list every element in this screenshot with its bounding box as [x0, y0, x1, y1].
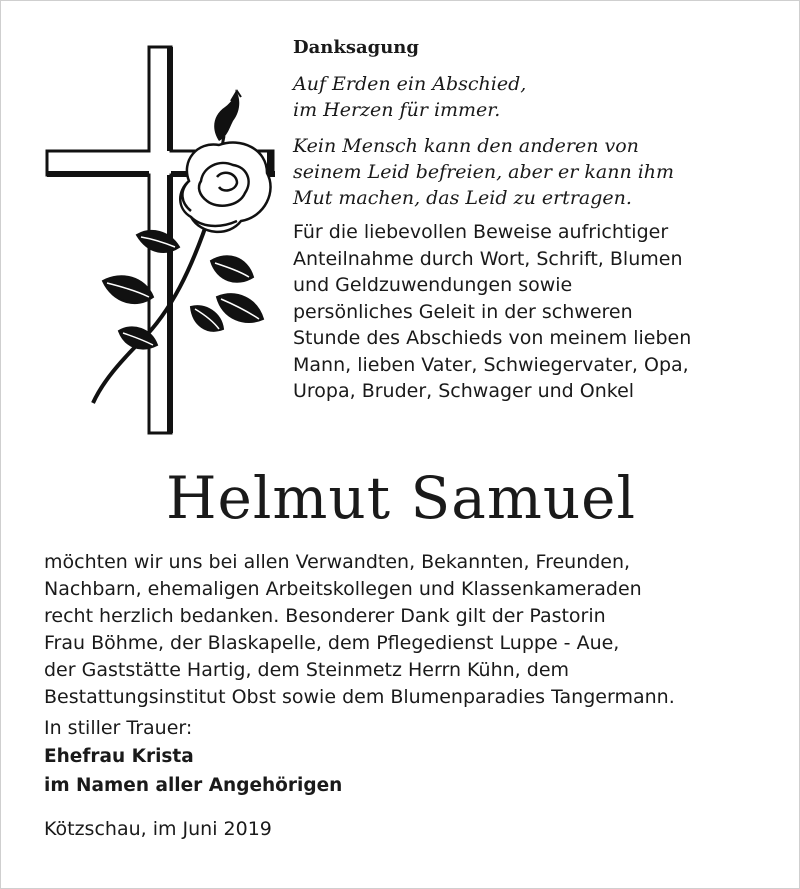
signatory-family: im Namen aller Angehörigen — [44, 775, 343, 796]
quote-second — [293, 133, 773, 211]
quote-second-line: Kein Mensch kann den anderen von — [293, 135, 639, 157]
quote-first-line: Auf Erden ein Abschied, — [293, 73, 527, 95]
thanks-intro — [293, 219, 773, 405]
quote-first-line: im Herzen für immer. — [293, 99, 501, 121]
deceased-name: Helmut Samuel — [165, 464, 637, 532]
quote-second-line: seinem Leid befreien, aber er kann ihm — [293, 161, 675, 183]
thanks-intro-line: persönliches Geleit in der schweren — [293, 300, 633, 323]
thanks-intro-line: und Geldzuwendungen sowie — [293, 274, 573, 296]
thanks-body-line: Nachbarn, ehemaligen Arbeitskollegen und Klassenkameraden — [44, 578, 642, 600]
thanks-intro-line: Stunde des Abschieds von meinem lieben — [293, 327, 692, 349]
thanks-body — [44, 549, 784, 711]
quote-second-line: Mut machen, das Leid zu ertragen. — [293, 187, 632, 209]
cross-with-rose-icon — [41, 41, 286, 441]
notice-heading: Danksagung — [293, 37, 419, 58]
place-date: Kötzschau, im Juni 2019 — [44, 818, 272, 840]
thanks-body-line: der Gaststätte Hartig, dem Steinmetz Herrn Kühn, dem — [44, 659, 570, 681]
quote-first — [293, 71, 773, 123]
thanks-intro-line: Mann, lieben Vater, Schwiegervater, Opa, — [293, 353, 689, 376]
thanks-body-line: möchten wir uns bei allen Verwandten, Bekannten, Freunden, — [44, 551, 631, 573]
mourning-line: In stiller Trauer: — [44, 717, 193, 739]
thanks-body-line: Bestattungsinstitut Obst sowie dem Blumenparadies Tangermann. — [44, 686, 675, 708]
thanks-intro-line: Für die liebevollen Beweise aufrichtiger — [293, 221, 669, 243]
thanks-intro-line: Anteilnahme durch Wort, Schrift, Blumen — [293, 247, 683, 270]
thanks-intro-line: Uropa, Bruder, Schwager und Onkel — [293, 380, 635, 402]
lower-text-block — [44, 549, 784, 861]
right-text-column — [293, 35, 773, 405]
thanks-body-line: recht herzlich bedanken. Besonderer Dank gilt der Pastorin — [44, 605, 606, 627]
signatory-name: Ehefrau Krista — [44, 746, 194, 767]
thanks-body-line: Frau Böhme, der Blaskapelle, dem Pflegedienst Luppe - Aue, — [44, 632, 620, 654]
